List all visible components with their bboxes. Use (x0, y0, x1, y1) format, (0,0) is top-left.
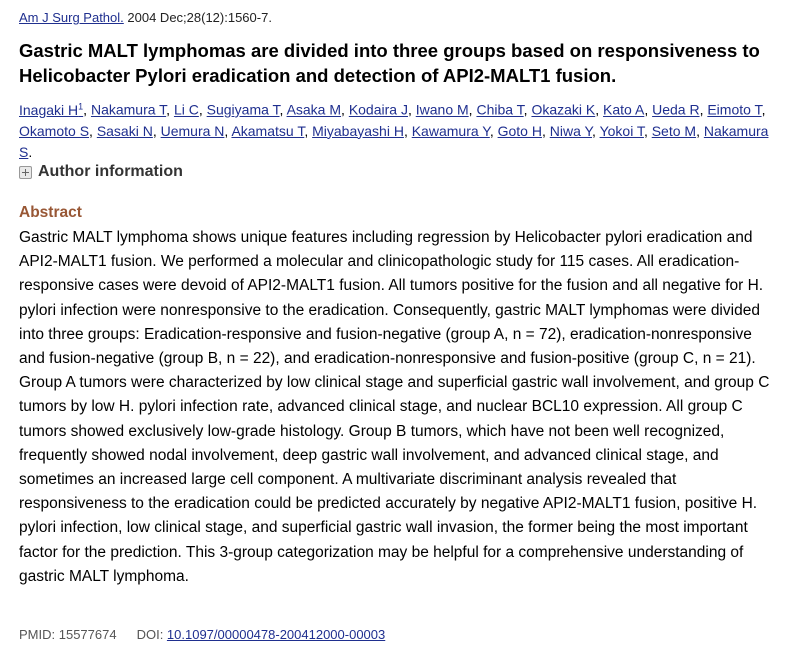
author-name: Eimoto T (707, 101, 762, 118)
author-link[interactable] (231, 123, 304, 139)
author-name: Iwano M (415, 101, 469, 118)
author-name: Yokoi T (599, 122, 644, 139)
doi-link[interactable]: 10.1097/00000478-200412000-00003 (166, 627, 386, 642)
abstract-text: Gastric MALT lymphoma shows unique features including regression by Helicobacter pylori eradication and API2-MALT1 fusion. We performed a molecular and clinicopathologic study for 115 cases. All eradication-responsive cases were devoid of API2-MALT1 fusion. All tumors positive for the fusion and all negative for H. pylori infection were nonresponsive to the eradication. Consequently, gastric MALT lymphomas were divided into three groups: Eradication-responsive and fusion-negative (group A, n = 72), eradication-nonresponsive and fusion-negative (group B, n = 22), and eradication-nonresponsive and fusion-positive (group C, n = 21). Group A tumors were characterized by low clinical stage and superficial gastric wall involvement, and group C tumors by low H. pylori infection rate, advanced clinical stage, and nuclear BCL10 expression. All group C tumors showed exclusively low-grade histology. Group B tumors, which have not been well recognized, frequently showed nodal involvement, deep gastric wall involvement, and advanced clinical stage, and sometimes an increased large cell component. A multivariate discriminant analysis revealed that responsiveness to the eradication could be predicted accurately by negative API2-MALT1 fusion, positive H. pylori infection, low clinical stage, and superficial gastric wall invasion, the former being the most important factor for the prediction. This 3-group categorization may be helpful for a comprehensive understanding of gastric MALT lymphoma. (19, 229, 770, 585)
author-name: Li C (173, 101, 199, 118)
author-link[interactable] (161, 123, 225, 139)
author-name: Goto H (497, 122, 542, 139)
author-link[interactable] (287, 102, 341, 118)
author-link[interactable] (550, 123, 592, 139)
pmid-label: PMID: (19, 627, 59, 642)
author-name: Kawamura Y (411, 122, 490, 139)
author-name: Okamoto S (19, 122, 90, 139)
author-information-toggle[interactable] (19, 163, 183, 181)
author-name: Ueda R (652, 101, 700, 118)
author-link[interactable] (312, 123, 404, 139)
author-name: Niwa Y (549, 122, 593, 139)
author-name: Sugiyama T (206, 101, 280, 118)
pmid-value: 15577674 (58, 627, 117, 642)
author-link[interactable] (207, 102, 280, 118)
author-link[interactable] (476, 102, 523, 118)
author-name: Akamatsu T (231, 122, 305, 139)
author-link[interactable] (600, 123, 644, 139)
author-information-label: Author information (38, 163, 183, 180)
author-link[interactable] (19, 102, 83, 118)
author-name: Seto M (651, 122, 697, 139)
author-link[interactable] (531, 102, 595, 118)
author-link[interactable] (603, 102, 644, 118)
abstract-heading: Abstract (19, 204, 82, 221)
doi-label: DOI: (136, 627, 167, 642)
article-identifiers (19, 627, 385, 642)
author-name: Inagaki H (19, 101, 79, 118)
journal-link[interactable]: Am J Surg Pathol. (19, 10, 124, 25)
expand-plus-icon[interactable] (19, 166, 32, 179)
author-name: Nakamura S (19, 122, 769, 160)
author-link[interactable] (498, 123, 542, 139)
author-link[interactable] (349, 102, 408, 118)
article-title: Gastric MALT lymphomas are divided into three groups based on responsiveness to Helicobacter Pylori eradication and detection of API2-MALT1 fusion. (19, 40, 760, 86)
author-link[interactable] (19, 123, 89, 139)
author-link[interactable] (97, 123, 153, 139)
author-list: Inagaki H$^1$, Nakamura T, Li C, Sugiyama T, Asaka M, Kodaira J, Iwano M, Chiba T, Okazaki K, Kato A, Ueda R, Eimoto T, Okamoto S, Sasaki N, Uemura N, Akamatsu T, Miyabayashi H, Kawamura Y, Goto H, Niwa Y, Yokoi T, Seto M, Nakamura S. (19, 101, 769, 160)
author-name: Okazaki K (531, 101, 596, 118)
author-name: Kodaira J (348, 101, 408, 118)
citation (19, 10, 272, 25)
author-name: Nakamura T (90, 101, 167, 118)
author-name: Asaka M (286, 101, 342, 118)
author-name: Miyabayashi H (312, 122, 404, 139)
author-name: Uemura N (160, 122, 225, 139)
author-link[interactable] (412, 123, 490, 139)
author-link[interactable] (652, 123, 696, 139)
author-link[interactable] (416, 102, 469, 118)
author-link[interactable] (174, 102, 199, 118)
author-link[interactable] (652, 102, 699, 118)
author-name: Sasaki N (96, 122, 153, 139)
affiliation-superscript: 1 (78, 101, 84, 111)
author-name: Kato A (603, 101, 645, 118)
citation-details: 2004 Dec;28(12):1560-7. (123, 10, 272, 25)
author-link[interactable] (707, 102, 761, 118)
author-link[interactable] (91, 102, 166, 118)
author-name: Chiba T (476, 101, 524, 118)
